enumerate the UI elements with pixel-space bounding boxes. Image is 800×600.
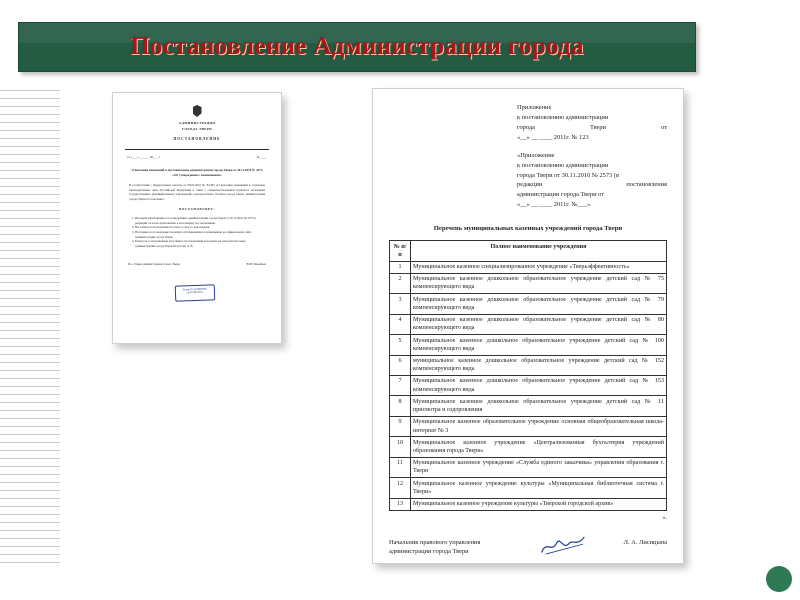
table-header-row — [390, 241, 667, 261]
table-row — [390, 294, 667, 314]
table-row — [390, 416, 667, 436]
left-doc-signer-name: Ю.Н.Тимофеев — [246, 262, 266, 267]
cell-name: Муниципальное казенное дошкольное образовательное учреждение детский сад № 11 присмотра и оздоровления — [411, 396, 667, 416]
cell-name: Муниципальное казенное дошкольное образовательное учреждение детский сад № 79 компенсирующего вида — [411, 294, 667, 314]
cell-number: 9 — [390, 416, 411, 436]
page-title: Постановление Администрации города — [130, 33, 584, 60]
table-row — [390, 457, 667, 477]
cell-number: 13 — [390, 498, 411, 510]
coat-of-arms-icon — [193, 105, 202, 117]
table-row — [390, 335, 667, 355]
left-doc-item-list — [135, 216, 265, 248]
signature-icon — [538, 533, 592, 556]
left-doc-preamble: В соответствии с Федеральным законом от 08.05.2010 № 83-ФЗ «О внесении изменений в отдельные законодательные акты Российской Федерации в связи с совершенствованием правового положения государственных (муниципальных) учреждений», руководствуясь Уставом города Твери, администрация города Твери постановляет: — [129, 183, 265, 201]
appendix-header-date: «__» __ ____ 2011г. № 123 — [517, 133, 589, 141]
left-doc-signer-title: И.о. Главы администрации города Твери — [128, 262, 180, 267]
cell-number: 7 — [390, 375, 411, 395]
table-row — [390, 314, 667, 334]
table-closing-mark: ». — [662, 513, 667, 521]
list-item: 2. Настоящее постановление вступает в силу со дня издания. — [135, 225, 265, 230]
table-row — [390, 437, 667, 457]
appendix-header-line2: к постановлению администрации — [517, 113, 609, 121]
cell-name: Муниципальное казенное образовательное учреждение основная общеобразовательная школа-интернат № 3 — [411, 416, 667, 436]
appendix-reference — [517, 151, 667, 211]
cell-name: Муниципальное казенное специализированное учреждение «Тверьэффективность» — [411, 261, 667, 273]
cell-number: 6 — [390, 355, 411, 375]
signature-block — [389, 538, 667, 557]
list-item: 3. Настоящее постановление подлежит опубликованию и размещению на официальном сайте администрации города Твери. — [135, 230, 265, 239]
cell-number: 11 — [390, 457, 411, 477]
cell-number: 3 — [390, 294, 411, 314]
left-doc-date: от «___» ______ 20___ г. — [127, 155, 161, 160]
cell-name: муниципальное казенное дошкольное образовательное учреждение детский сад № 152 компенсирующего вида — [411, 355, 667, 375]
cell-name: Муниципальное казенное дошкольное образовательное учреждение детский сад № 75 компенсирующего вида — [411, 273, 667, 293]
signer-position-line1: Начальник правового управления — [389, 539, 481, 547]
reference-line3: города Твери от 30.11.2010 № 2573 (в — [517, 171, 620, 179]
cell-number: 5 — [390, 335, 411, 355]
appendix-header-from: от — [661, 123, 667, 131]
left-doc-title: О внесении изменений в постановление администрации города Твери от 30.11.2010 № 2573 «Об утверждении с изменениями» — [131, 167, 263, 177]
list-item: 1. Изложить Приложение к постановлению администрации города Твери от 30.11.2010 № 2573 в редакции согласно приложению к настоящему постановлению. — [135, 216, 265, 225]
table-row — [390, 396, 667, 416]
cell-number: 12 — [390, 478, 411, 498]
cell-number: 10 — [390, 437, 411, 457]
left-doc-number: № ____ — [256, 155, 267, 160]
table-row — [390, 478, 667, 498]
table-row — [390, 273, 667, 293]
reference-line5: администрации города Твери от — [517, 191, 605, 199]
list-item: 4. Контроль за исполнением настоящего постановления возложить на заместителя главы администрации города Твери Белоусова А. В. — [135, 239, 265, 248]
cell-name: Муниципальное казенное дошкольное образовательное учреждение детский сад № 153 компенсирующего вида — [411, 375, 667, 395]
cell-name: Муниципальное казенное дошкольное образовательное учреждение детский сад № 100 компенсирующего вида — [411, 335, 667, 355]
left-doc-header-line2: ГОРОДА ТВЕРИ — [182, 126, 212, 131]
cell-name: Муниципальное казенное учреждение культуры «Тверской городской архив» — [411, 498, 667, 510]
cell-number: 2 — [390, 273, 411, 293]
table-title: Перечень муниципальных казенных учреждений города Твери — [433, 225, 623, 233]
left-doc-type: ПОСТАНОВЛЕНИЕ — [173, 136, 221, 141]
appendix-header — [517, 103, 667, 143]
cell-number: 8 — [390, 396, 411, 416]
appendix-header-city-name: Твери — [590, 123, 607, 131]
left-doc-divider — [125, 149, 269, 150]
cell-name: Муниципальное казенное учреждение «Служба единого заказчика» управления образования г. Твери — [411, 457, 667, 477]
cell-name: Муниципальное казенное учреждение культуры «Муниципальная библиотечная система г. Твери» — [411, 478, 667, 498]
corner-accent-dot — [766, 566, 792, 592]
appendix-header-line1: Приложение — [517, 104, 552, 111]
table-row — [390, 375, 667, 395]
cell-number: 1 — [390, 261, 411, 273]
table-row — [390, 355, 667, 375]
cell-name: Муниципальное казенное дошкольное образовательное учреждение детский сад № 80 компенсирующего вида — [411, 314, 667, 334]
reference-line2: к постановлению администрации — [517, 161, 609, 169]
signer-name: Л. А. Лисицына — [623, 539, 667, 547]
cell-number: 4 — [390, 314, 411, 334]
signer-position-line2: администрации города Твери — [389, 548, 469, 556]
table-row — [390, 261, 667, 273]
table-row — [390, 498, 667, 510]
appendix-document[interactable] — [372, 88, 684, 564]
reference-line6: «__» __ ____ 2011г. №___» — [517, 201, 591, 209]
appendix-header-city: города — [517, 123, 535, 131]
left-doc-header-line1: АДМИНИСТРАЦИЯ — [178, 121, 216, 125]
column-header-number: № п/п — [390, 241, 411, 261]
cell-name: Муниципальное казенное учреждение «Централизованная бухгалтерия учреждений образования города Твери» — [411, 437, 667, 457]
institutions-table — [389, 240, 667, 511]
reference-line1: «Приложение — [517, 151, 555, 159]
reference-line4-left: редакции — [517, 181, 543, 189]
column-header-name: Полное наименование учреждения — [411, 241, 667, 261]
copy-stamp: Копия ПОДЛИННИК ДОКУМЕНТА — [175, 284, 216, 301]
slide-title-banner — [18, 22, 696, 72]
resolution-document-thumbnail[interactable] — [112, 92, 282, 344]
left-doc-resolution-heading: ПОСТАНОВЛЯЕТ: — [178, 207, 216, 212]
decorative-stripes — [0, 90, 60, 570]
reference-line4-right: постановления — [626, 181, 667, 189]
